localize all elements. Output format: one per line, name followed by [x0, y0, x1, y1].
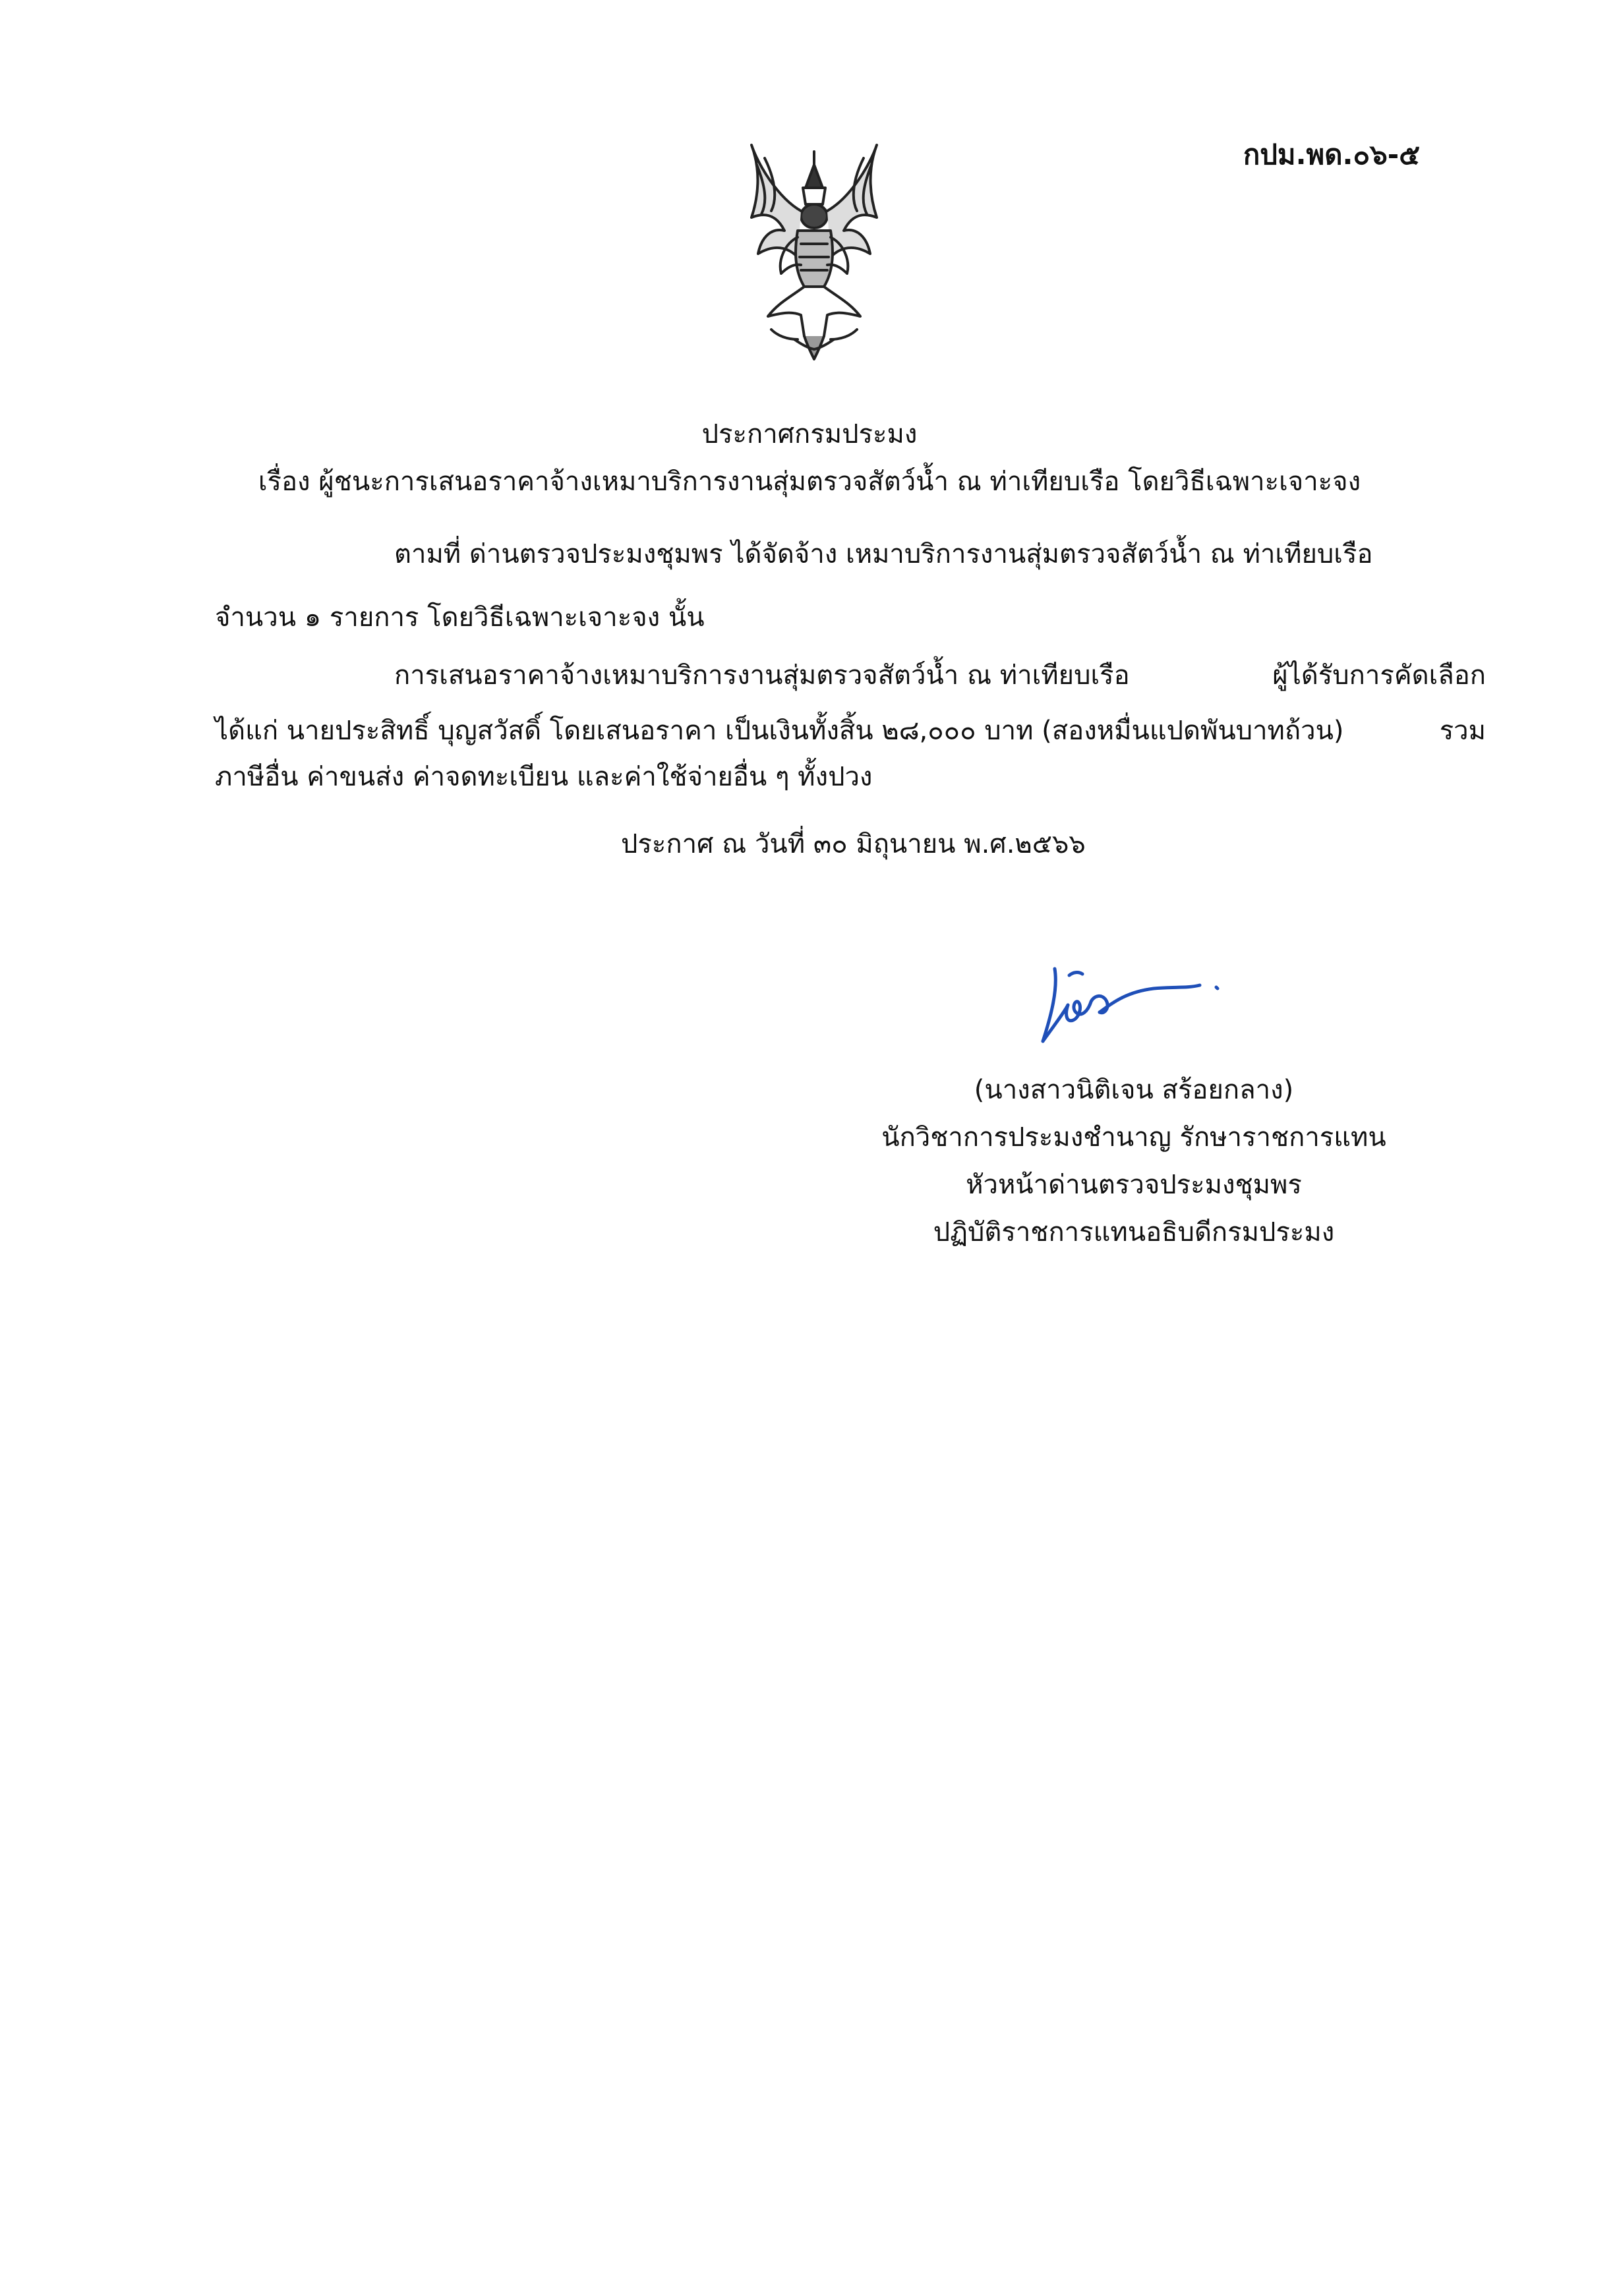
- para2-line2-text-a: ได้แก่ นายประสิทธิ์ บุญสวัสดิ์ โดยเสนอราคา เป็นเงินทั้งสิ้น ๒๘,๐๐๐ บาท (สองหมื่นแปดพันบาทถ้วน): [215, 716, 1344, 746]
- para2-line1-text-b: ผู้ได้รับการคัดเลือก: [1272, 660, 1486, 691]
- garuda-emblem-icon: [732, 138, 897, 362]
- para1-line1-text: ตามที่ ด่านตรวจประมงชุมพร ได้จัดจ้าง เหมาบริการงานสุ่มตรวจสัตว์น้ำ ณ ท่าเทียบเรือ: [394, 539, 1373, 569]
- form-code: กปม.พด.๐๖-๕: [1243, 138, 1420, 171]
- signatory-office: หัวหน้าด่านตรวจประมงชุมพร: [966, 1170, 1302, 1200]
- para2-line1: [394, 654, 1486, 696]
- announcement-date: ประกาศ ณ วันที่ ๓๐ มิถุนายน พ.ศ.๒๕๖๖: [621, 829, 1086, 859]
- handwritten-signature-icon: [1028, 949, 1226, 1054]
- para2-line2-text-b: รวม: [1439, 716, 1486, 746]
- document-title: ประกาศกรมประมง: [701, 419, 918, 449]
- para1-line1: [394, 532, 1486, 575]
- para2-line3: ภาษีอื่น ค่าขนส่ง ค่าจดทะเบียน และค่าใช้จ่ายอื่น ๆ ทั้งปวง: [215, 762, 873, 792]
- para2-line1-text-a: การเสนอราคาจ้างเหมาบริการงานสุ่มตรวจสัตว์น้ำ ณ ท่าเทียบเรือ: [394, 660, 1130, 691]
- signatory-acting-for: ปฏิบัติราชการแทนอธิบดีกรมประมง: [933, 1217, 1335, 1248]
- document-subject: เรื่อง ผู้ชนะการเสนอราคาจ้างเหมาบริการงานสุ่มตรวจสัตว์น้ำ ณ ท่าเทียบเรือ โดยวิธีเฉพาะเจาะจง: [258, 467, 1361, 497]
- para2-line2: [215, 709, 1486, 751]
- signatory-position: นักวิชาการประมงชำนาญ รักษาราชการแทน: [881, 1122, 1386, 1153]
- signature-block: [791, 1066, 1477, 1256]
- signatory-name: (นางสาวนิติเจน สร้อยกลาง): [974, 1075, 1294, 1105]
- para1-line2: จำนวน ๑ รายการ โดยวิธีเฉพาะเจาะจง นั้น: [215, 602, 705, 633]
